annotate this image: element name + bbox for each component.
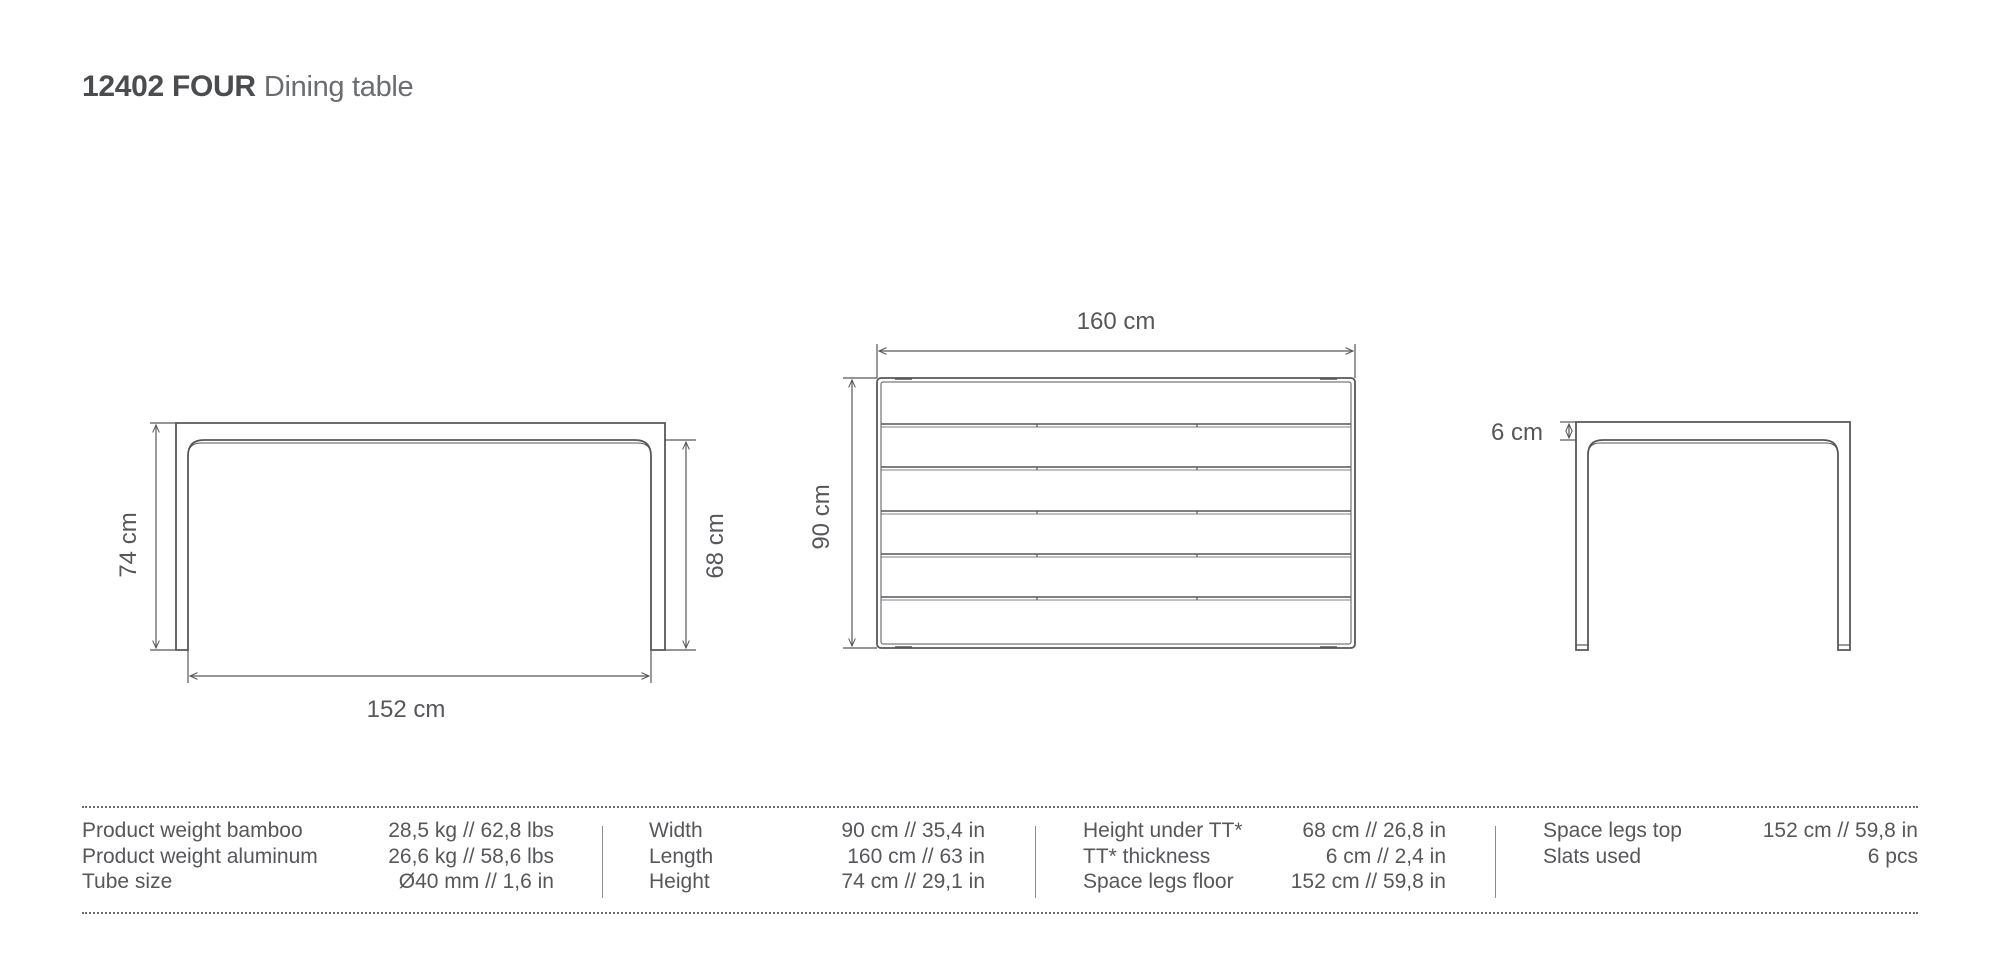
specs-column-divider xyxy=(602,826,603,898)
front-dimensions xyxy=(150,423,696,683)
spec-label: Product weight bamboo xyxy=(82,819,303,842)
spec-value: 74 cm // 29,1 in xyxy=(841,870,985,893)
spec-label: Tube size xyxy=(82,870,173,893)
spec-label: Width xyxy=(649,819,703,842)
spec-row xyxy=(82,818,554,844)
front-height-under-label: 68 cm xyxy=(702,513,729,579)
spec-row xyxy=(649,844,985,870)
spec-row xyxy=(649,818,985,844)
side-thickness-label: 6 cm xyxy=(1490,419,1544,446)
spec-label: Space legs top xyxy=(1543,819,1682,842)
spec-row xyxy=(649,869,985,895)
specs-top-rule xyxy=(82,806,1918,808)
product-code: 12402 xyxy=(82,70,164,103)
spec-label: Length xyxy=(649,844,714,868)
spec-row xyxy=(1083,844,1446,870)
top-view-slat-joints xyxy=(1037,424,1197,600)
top-view-inner-frame xyxy=(881,382,1351,644)
side-view xyxy=(1576,422,1850,650)
product-model: FOUR xyxy=(171,70,256,103)
side-view-table-outline xyxy=(1576,422,1850,650)
front-view-inner-line xyxy=(188,443,651,456)
side-view-inner-line xyxy=(1588,443,1838,455)
specs-column-1 xyxy=(82,818,554,895)
spec-label: Height under TT* xyxy=(1083,819,1243,842)
top-dimensions xyxy=(843,344,1355,648)
specs-column-4 xyxy=(1543,818,1918,869)
spec-value: 152 cm // 59,8 in xyxy=(1290,870,1446,893)
spec-value: 68 cm // 26,8 in xyxy=(1302,819,1446,842)
top-view-slats xyxy=(881,424,1351,600)
specs-column-divider xyxy=(1035,826,1036,898)
top-width-label: 90 cm xyxy=(808,484,835,550)
spec-value: 152 cm // 59,8 in xyxy=(1762,819,1918,842)
spec-row xyxy=(82,869,554,895)
specs-table xyxy=(0,818,2000,898)
product-name: Dining table xyxy=(263,71,414,103)
spec-label: Height xyxy=(649,870,710,893)
spec-value: 6 cm // 2,4 in xyxy=(1325,844,1446,868)
side-dimensions xyxy=(1560,422,1576,440)
front-view-table-outline xyxy=(176,423,665,650)
spec-value: 6 pcs xyxy=(1867,844,1918,868)
spec-row xyxy=(1083,869,1446,895)
spec-label: Space legs floor xyxy=(1083,870,1234,893)
spec-label: TT* thickness xyxy=(1083,844,1211,868)
spec-row xyxy=(1543,818,1918,844)
specs-column-3 xyxy=(1083,818,1446,895)
specs-bottom-rule xyxy=(82,912,1918,914)
spec-row xyxy=(1543,844,1918,870)
spec-value: Ø40 mm // 1,6 in xyxy=(398,870,554,893)
front-height-label: 74 cm xyxy=(115,512,142,578)
spec-value: 26,6 kg // 58,6 lbs xyxy=(388,844,554,868)
top-length-label: 160 cm xyxy=(1076,308,1156,335)
top-view-frame xyxy=(877,378,1355,648)
top-view xyxy=(877,378,1355,648)
spec-row xyxy=(1083,818,1446,844)
front-view xyxy=(176,423,665,650)
front-width-label: 152 cm xyxy=(366,696,446,723)
spec-label: Product weight aluminum xyxy=(82,844,318,868)
specs-column-divider xyxy=(1495,826,1496,898)
spec-value: 28,5 kg // 62,8 lbs xyxy=(388,819,554,842)
top-view-corner-marks xyxy=(895,379,1337,647)
spec-value: 160 cm // 63 in xyxy=(847,844,985,868)
specs-column-2 xyxy=(649,818,985,895)
spec-value: 90 cm // 35,4 in xyxy=(841,819,985,842)
spec-label: Slats used xyxy=(1543,844,1642,868)
spec-row xyxy=(82,844,554,870)
